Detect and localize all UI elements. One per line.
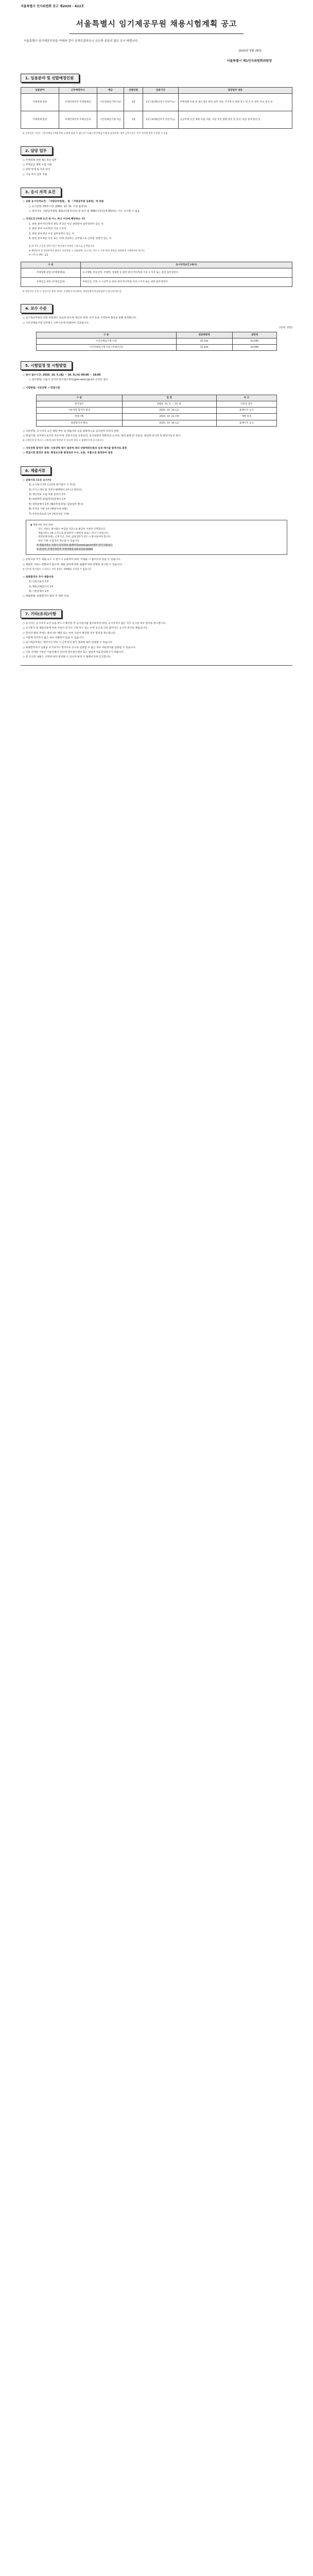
notice-date: 2020년 9월 28일 (238, 49, 262, 53)
cell: 주택정책 관련 (21, 94, 59, 111)
list-item: 1. 관련 분야 학사학위 취득 후 1년 이상 관련분야 실무경력이 있는 자 (29, 223, 103, 226)
table-row (21, 94, 292, 111)
page-title: 서울특별시 임기제공무원 채용시험계획 공고 (76, 19, 237, 29)
list-item: ○ 최종합격자가 임용을 포기하거나 결격사유 등으로 임용할 수 없는 경우 차순위자를 임용할 수 있습니다. (23, 646, 136, 649)
cell: 시간선택임기제 다급 (97, 111, 124, 129)
list-item: ○ 주택공급 계획 수립 지원 (23, 164, 52, 167)
cell: 1명 (124, 94, 143, 111)
table-header-row (21, 262, 292, 268)
section-title: 5. 시험일정 및 시험방법 (21, 361, 72, 370)
list-item: 3) 개인정보 수집·이용 동의서 1부 (29, 493, 66, 496)
col-header: 비 고 (216, 395, 276, 401)
cell: 주택정책 관련 (21, 111, 59, 129)
cell: 주택공급 관련 (주택공급과) (21, 277, 81, 286)
section-title: 7. 기타(유의)사항 (21, 609, 62, 618)
schedule-text (21, 374, 292, 391)
intro-text: 서울특별시 임기제공무원을 아래와 같이 공개모집하오니 유능한 분들의 많은 응시 바랍니다. (24, 39, 139, 43)
schedule-details (21, 430, 292, 456)
table-row (37, 338, 277, 344)
list-item: 7) 주민등록초본 1부 (병역사항 기재) (29, 513, 69, 516)
list-item: ○ 기타 부서 업무 지원 (23, 173, 47, 176)
highlight-note: ※ 제출서류는 서울시 인사정보 홈페이지(seoul.go.kr)에서 서식 다운로드 (37, 544, 113, 547)
section-title: 3. 응시 자격 요건 (21, 188, 61, 196)
col-header: 임용분야 (21, 88, 59, 94)
col-header: 선발인원 (124, 88, 143, 94)
table-row (37, 414, 277, 420)
salary-text (21, 316, 292, 330)
schedule-table (36, 395, 277, 427)
section-title: 6. 제출서류 (21, 466, 51, 475)
cell: 32,244 (176, 338, 232, 344)
section-3-heading (21, 188, 292, 197)
paragraph: ○ 최종합격자 추가 제출서류 (23, 575, 54, 579)
cell: 원서접수 (37, 401, 123, 408)
cell: 최종합격자 발표 (37, 420, 123, 426)
box-line: - 허위 기재 시 합격이 취소될 수 있습니다. (37, 540, 80, 543)
list-item: ○ 합격자 발표 후에도 결격사유 해당 또는 허위 사실이 발견될 경우 합격을 취소합니다. (23, 632, 116, 635)
list-item: 4. 관련 분야 6급 이상 또는 이에 상당하는 공무원으로 근무한 경력이 있는 자 (29, 237, 112, 240)
documents-text (21, 479, 292, 517)
section-1-note: ※ 근무일과 시간은 시간선택임기제공무원 규정에 따라 주 35시간 이내(시간선택임기제)로 운영되며, 세부 근무시간은 부서 여건에 따라 조정될 수 있음. (23, 132, 169, 135)
list-item: ○ 본 공고의 내용은 사정에 따라 변경될 수 있으며 변경 시 홈페이지에 공고합니다. (23, 656, 112, 659)
col-header: 구 분 (37, 332, 177, 338)
cell: 2020. 10. 16.(금) (122, 408, 216, 414)
cell: 2년 (최대5년까지 연장가능) (143, 94, 179, 111)
cell: 공공주택 공급 계획 수립 지원, 사업 추진 현황 관리 및 분석, 관련 통계 관리 등 (178, 111, 292, 129)
cell: 44,096 (232, 338, 276, 344)
list-item: 1) 신원진술서 1부 (29, 581, 49, 584)
paragraph: ○ 서류전형: 응시자격 요건 해당 여부 및 제출서류 등을 종합적으로 심사하여 적격자 선발 (23, 430, 119, 433)
cell: 44,096 (232, 344, 276, 350)
section-4-heading (21, 304, 292, 313)
table-row (37, 344, 277, 350)
paragraph: ○ 면접시험: 공무원으로서의 정신자세, 전문지식과 응용능력, 의사표현의 정확성과 논리성, 예의·품행 및 성실성, 창의력·의지력 및 발전가능성 평가 (23, 435, 181, 438)
list-item: 3) 기본증명서 1부 (29, 590, 49, 593)
table-header-row (37, 395, 277, 401)
cell: 2020. 10. 30.(금) (122, 420, 216, 426)
paragraph: ○ 원서 접수기간: 2020. 10. 5.(월) ~ 10. 8.(목) 09:00 ~ 18:00 (23, 374, 101, 377)
paragraph: ○ 임기제공무원의 연봉 하한액은 다음과 같으며 개인의 경력, 자격 등을 고려하여 협상을 통해 결정합니다. (23, 317, 137, 320)
cell: 시간선택임기제 다급 (주35시간) (37, 344, 177, 350)
paragraph: ○ 결격사유: 지방공무원법 제31조(결격사유) 및 같은 법 제66조(정년)에 해당하는 자는 응시할 수 없음 (29, 210, 140, 213)
bottom-divider (21, 665, 292, 666)
list-item: 2) 자기소개서 및 직무수행계획서 1부 (소정양식) (29, 488, 82, 492)
section-3-note: ※ 경력기간 산정 시 동일기간 중복 경력은 인정하지 아니하며, 경력증명서에 담당업무가 명시되어야 함. (23, 290, 122, 293)
section-6-heading (21, 466, 292, 476)
paragraph: ○ 제출방법: 최종합격자 발표 후 개별 안내 (23, 595, 69, 598)
list-item: ○ 주택정책 관련 제도개선 업무 (23, 159, 57, 162)
cell: 2020. 10. 5. ~ 10. 8. (122, 401, 216, 408)
section-1-heading (21, 74, 292, 83)
col-header: 임용기간 (143, 88, 179, 94)
cell: 홈페이지 공고 (216, 408, 276, 414)
duty-list (21, 159, 292, 178)
col-header: 연봉하한액 (176, 332, 232, 338)
col-header: 구 분 (21, 262, 81, 268)
cell: 주택정책 수립 및 제도개선 관련 업무 지원, 주거복지 정책 연구 및 조사, 관련 자료 분석 등 (178, 94, 292, 111)
list-item: ○ 시험에 적격자가 없는 경우 선발하지 않을 수 있습니다. (23, 636, 84, 639)
table-row (21, 111, 292, 129)
paragraph: ○ 제출된 서류는 반환하지 않으며, 채용 절차에 관한 법률에 따라 반환을 청구할 수 있습니다. (23, 563, 123, 566)
box-line: - 모든 서류는 원서접수 마감일 기준으로 발급된 서류만 인정합니다. (37, 528, 106, 531)
col-header: 응시자격요건 (예시) (80, 262, 292, 268)
cell: 인터넷 접수 (216, 401, 276, 408)
list-item: 2. 관련 분야 석사학위 이상 소지자 (29, 228, 66, 231)
documents-guide-box (26, 520, 287, 555)
list-item: 3. 관련 분야 3년 이상 실무경력이 있는 자 (29, 232, 74, 235)
cell: 개별 통보 (216, 414, 276, 420)
documents-extra (21, 558, 292, 599)
col-header: 일 정 (122, 395, 216, 401)
table-row (37, 408, 277, 414)
cell: 주택정책 관련 (주택정책과) (21, 268, 81, 277)
section-2-heading (21, 146, 292, 156)
paragraph: ※ 거주지 제한: 없음 (29, 254, 49, 257)
list-item: 5) 경력증명서 1부 (해당자에 한함, 담당업무 명시) (29, 503, 83, 506)
table-row (37, 401, 277, 408)
cell: 시간선택임기제 다급 (37, 338, 177, 344)
paragraph: ○ 증빙서류 추가 제출 요구 시 반드시 응하여야 하며, 미제출 시 불이익이 있을 수 있습니다. (23, 558, 121, 562)
cell: 주택공급, 건축, 도시공학 등 관련 분야 학사학위 이상 소지자 또는 관련 실무경력자 (80, 277, 292, 286)
list-item: 4) 최종학력 졸업(학위)증명서 1부 (29, 498, 66, 501)
cell: 1명 (124, 111, 143, 129)
col-header: 구 분 (37, 395, 123, 401)
title-underline (69, 33, 244, 34)
cell: 2020. 10. 22.(목) (122, 414, 216, 420)
list-item: 1) 응시원서 1부 (인터넷 원서접수 시 작성) (29, 484, 76, 487)
table-row (37, 420, 277, 426)
table-header-row (21, 88, 292, 94)
list-item: 2) 채용신체검사서 1부 (29, 585, 54, 588)
section-title: 2. 담당 업무 (21, 146, 53, 155)
cell: 면접시험 (37, 414, 123, 420)
col-header: 상한액 (232, 332, 276, 338)
col-header: 계급 (97, 88, 124, 94)
section-title: 1. 임용분야 및 선발예정인원 (21, 74, 79, 82)
paragraph: ※ 시험일정 및 장소는 사정에 따라 변경될 수 있으며 변경 시 홈페이지에 공고합니다. (23, 439, 105, 443)
paragraph: ※ 위 자격 요건의 경력기간은 원서접수 마감일 기준으로 산정합니다. (29, 245, 95, 248)
list-item: 6) 자격증 사본 1부 (해당자에 한함) (29, 508, 67, 511)
col-header: 근무예정부서 (59, 88, 97, 94)
cell: 도시계획, 부동산학, 주택학, 경제학 등 관련 분야 학사학위 이상 소지자 또는 관련 실무경력자 (80, 268, 292, 277)
cell: 주택건축본부 주택공급과 (59, 111, 97, 129)
eligibility-table (21, 262, 292, 287)
cell: 2년 (최대5년까지 연장가능) (143, 111, 179, 129)
cell: 주택건축본부 주택정책과 (59, 94, 97, 111)
table-row (21, 277, 292, 286)
eligibility-text (21, 200, 292, 258)
paragraph: ※ 해당분야 및 관련분야의 판단은 서류전형 시 검토하며, 응시자는 반드시 직무 관련 경력을 상세하게 기재하여야 합니다. (29, 249, 146, 252)
list-item: ○ 관련 통계 및 자료 분석 (23, 168, 50, 172)
notes-list (21, 622, 292, 660)
list-item: ○ 기타 자세한 사항은 서울특별시 인터넷 원서접수센터 또는 담당부서로 문의하시기 바랍니다. (23, 651, 125, 654)
positions-table-wrap (21, 87, 292, 129)
eligibility-table-wrap (21, 262, 292, 287)
schedule-table-wrap (21, 395, 292, 427)
paragraph: ○ 접수방법: 서울시 인터넷 원서접수센터(gosi.seoul.go.kr) 온라인 접수 (29, 379, 108, 382)
section-title: 4. 보수 수준 (21, 304, 53, 313)
issuer-name: 서울특별시 제1인사위원회위원장 (227, 59, 272, 63)
paragraph: ○ 응시연령: 20세 이상 (2001. 12. 31. 이전 출생자) (29, 205, 87, 208)
list-item: ○ 응시자는 응시자격 요건 등을 반드시 확인한 후 응시원서를 접수하여야 하며, 응시자격이 없는 자가 응시한 경우 합격을 취소합니다. (23, 622, 166, 625)
notice-number: 서울특별시 인사위원회 공고 제2020 - 822호 (21, 5, 84, 8)
unit-label: (단위: 천원) (279, 327, 292, 330)
col-header: 담당업무 내용 (178, 88, 292, 94)
cell: 홈페이지 공고 (216, 420, 276, 426)
highlight-note: ※ 문의처: 주택건축본부 주택정책과 (02-2133-0000) (37, 548, 93, 551)
list-item: ○ 임기제공무원은 계약기간 만료 시 근무실적 평가 결과에 따라 연장할 수 있습니다. (23, 641, 113, 645)
paragraph: ○ 공통서류 (모든 응시자) (23, 479, 51, 482)
box-line: - 제출서류는 A4 규격으로 통일하여 스캔하여 업로드 하시기 바랍니다. (37, 532, 109, 535)
positions-table (21, 87, 292, 129)
cell: 서류전형 합격자 발표 (37, 408, 123, 414)
table-header-row (37, 332, 277, 338)
cell: 32,244 (176, 344, 232, 350)
cell: 시간선택임기제 다급 (97, 94, 124, 111)
section-7-heading (21, 609, 292, 619)
paragraph: ○ 공통 응시자격요건: 「지방공무원법」 및 「지방공무원 임용령」에 따름 (23, 200, 104, 204)
table-row (21, 268, 292, 277)
salary-table (36, 332, 277, 351)
section-5-heading (21, 361, 292, 370)
salary-table-wrap (21, 332, 292, 351)
paragraph: ○ 시험방법: 서류전형 → 면접시험 (23, 386, 60, 389)
paragraph: ○ 면접시험 합격자 결정: 평정요소별 평정결과 우수, 보통, 미흡으로 평정하여 결정 (23, 452, 113, 455)
paragraph: ○ 자격요건 (아래 요건 중 어느 하나 이상에 해당하는 자) (23, 218, 85, 221)
paragraph: ※ 인터넷 원서접수 시 업로드 파일 용량은 10MB를 초과할 수 없습니다. (23, 568, 92, 571)
paragraph: ○ 서류전형 합격자 결정: 서류전형 평가 결과에 따라 선발예정인원의 일정 배수를 합격자로 결정 (23, 447, 127, 450)
box-title: ◆ 제출서류 작성 안내 (30, 523, 53, 527)
box-line: - 경력증명서에는 근무기간, 직위, 담당업무가 반드시 명시되어야 합니다. (37, 536, 111, 539)
paragraph: ○ 시간선택임기제 공무원은 근무시간에 비례하여 지급됩니다. (23, 321, 90, 325)
list-item: ○ 응시원서 및 제출서류에 허위 사실이 있거나 기재 착오 또는 누락 등으로 인한 불이익은 응시자 본인의 책임입니다. (23, 627, 148, 630)
